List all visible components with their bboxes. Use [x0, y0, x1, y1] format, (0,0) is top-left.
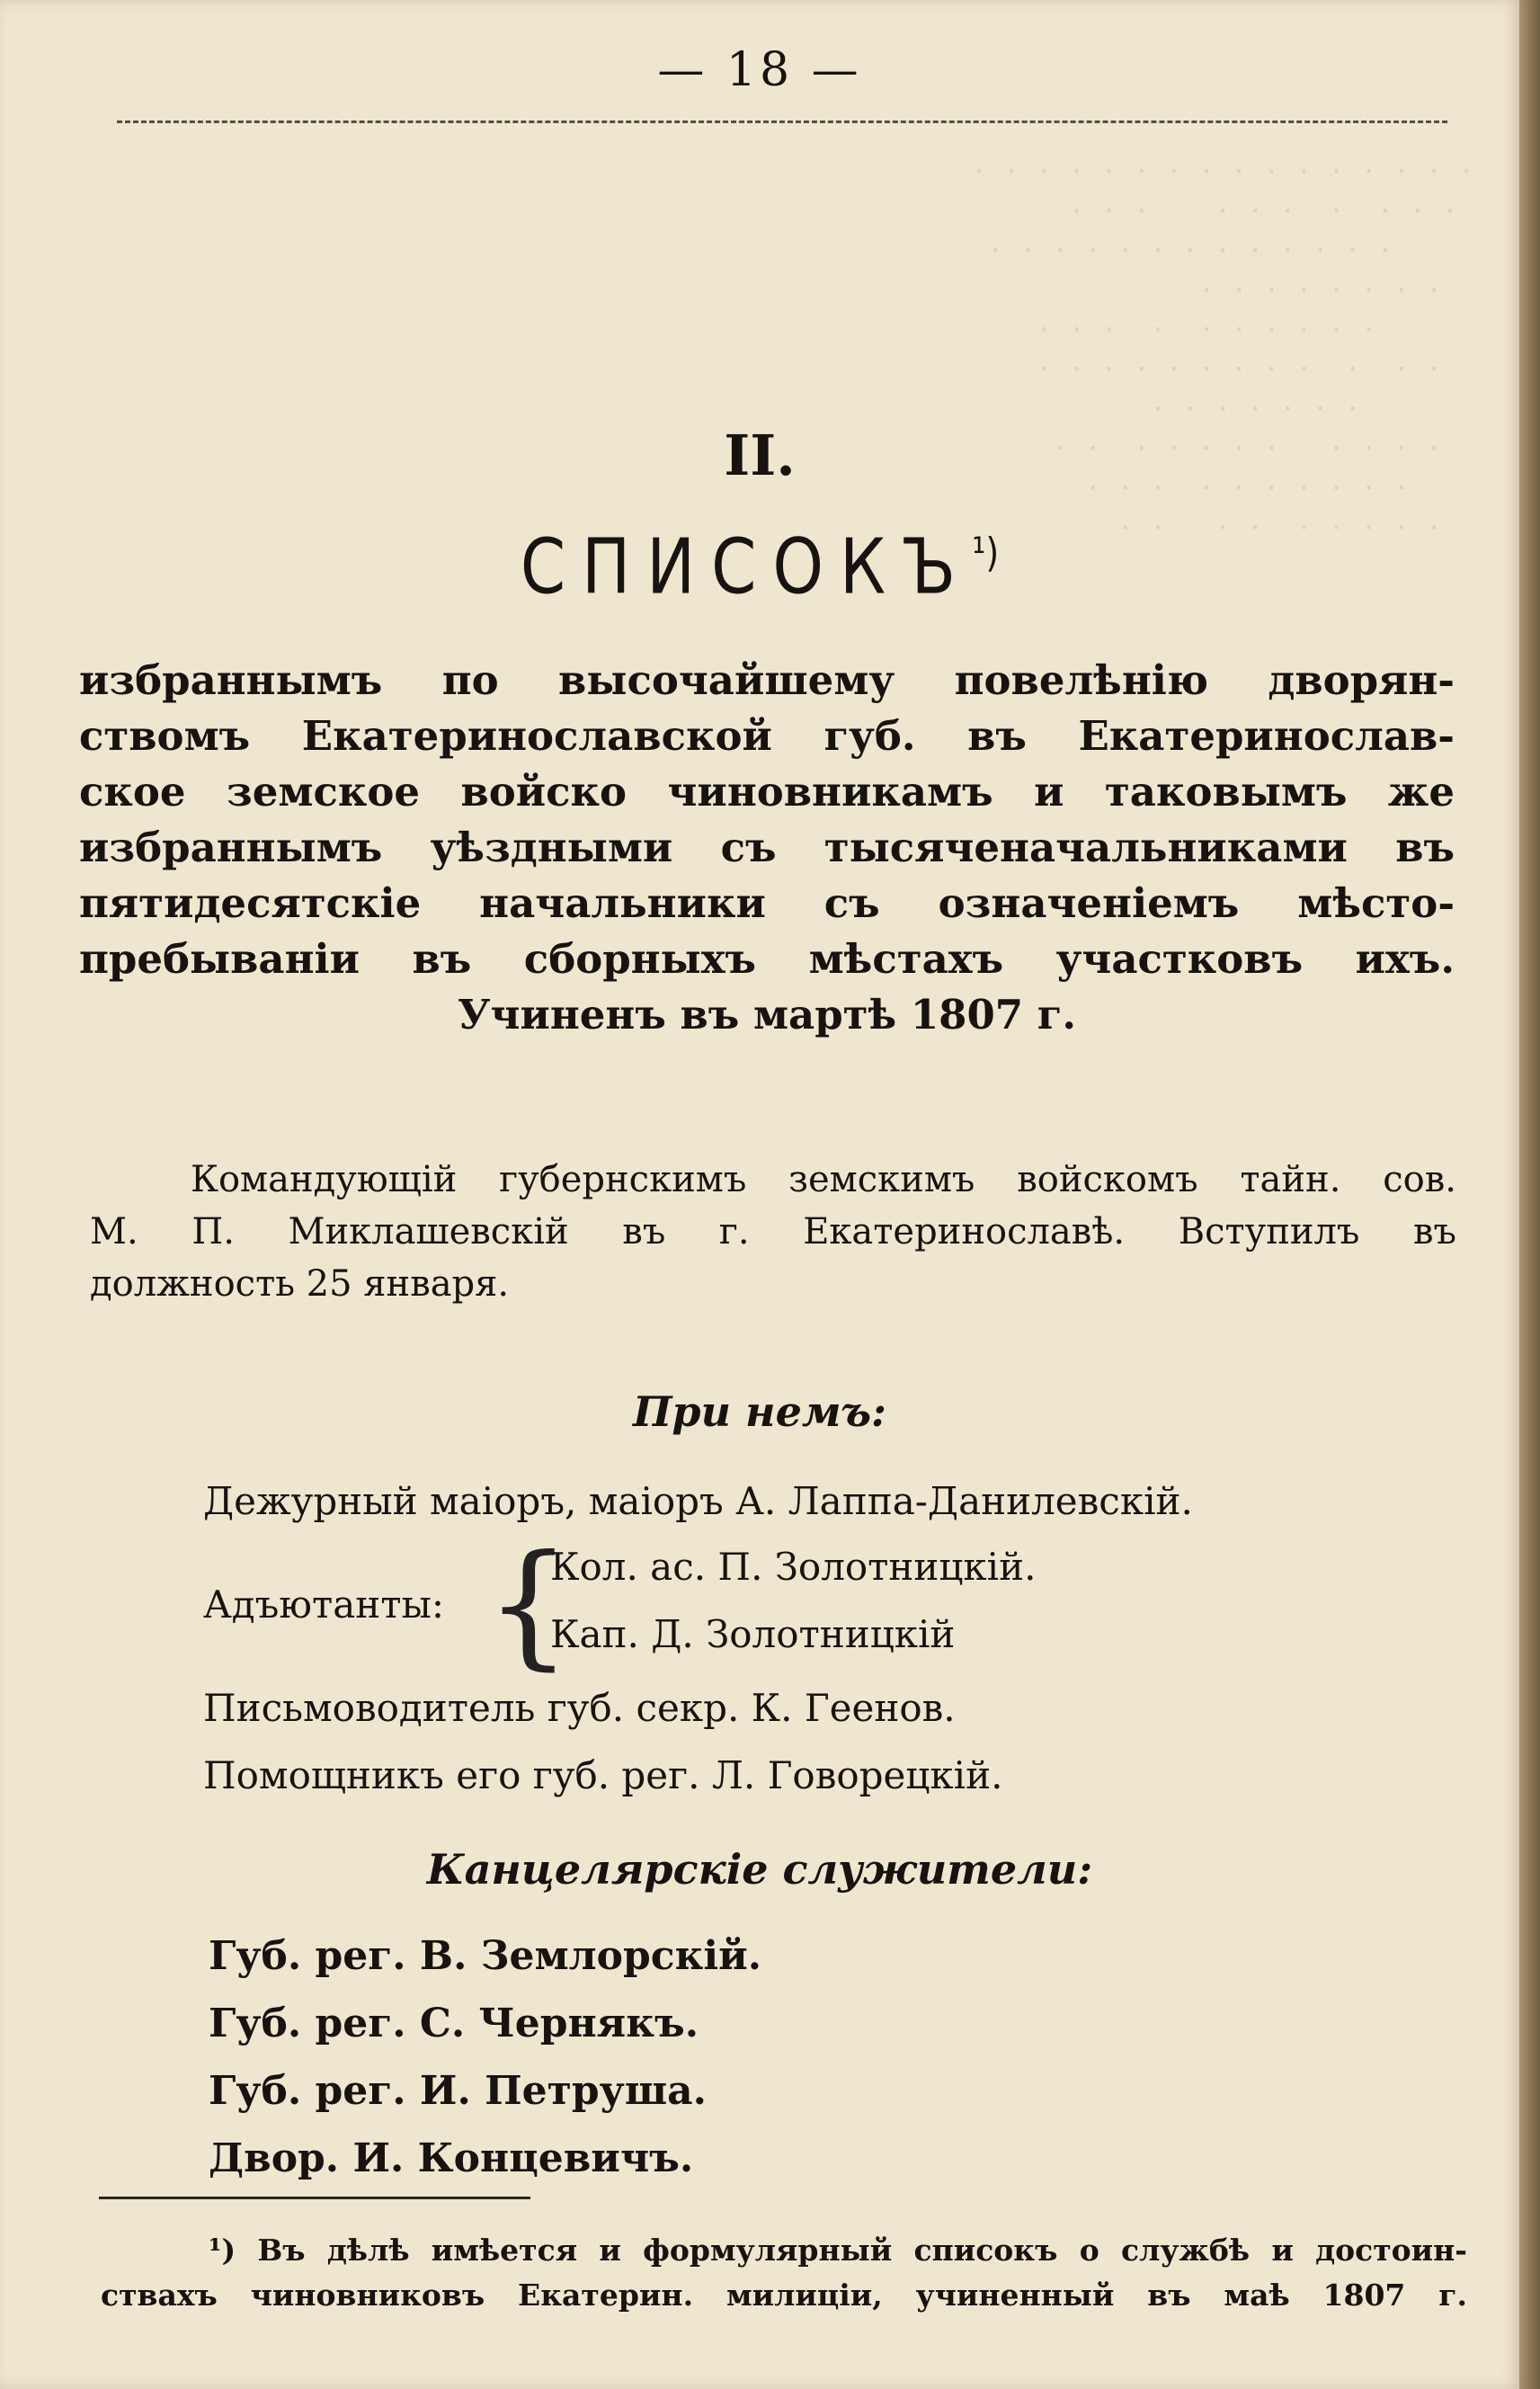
adjutants-label: Адъютанты: [203, 1582, 445, 1627]
description-date-line: Учиненъ въ мартѣ 1807 г. [457, 991, 1077, 1039]
adjutant-entry: Кол. ас. П. Золотницкій. [550, 1545, 1037, 1589]
duty-major-entry: Дежурный маіоръ, маіоръ А. Лаппа-Данилевскій. [203, 1479, 1193, 1523]
commander-line: М. П. Миклашевскій въ г. Екатеринославѣ. Вступилъ въ [90, 1211, 1456, 1252]
clerk-entry: Губ. рег. И. Петруша. [209, 2068, 707, 2114]
list-title [0, 521, 1519, 611]
footnote-rule [99, 2197, 530, 2199]
title-footnote-mark: ¹) [972, 529, 1000, 576]
title-description [79, 653, 1455, 1043]
commander-line: должность 25 января. [90, 1263, 510, 1305]
description-line: избраннымъ уѣздными съ тысяченачальниками въ [79, 824, 1455, 871]
secretary-entry: Письмоводитель губ. секр. К. Геенов. [203, 1686, 956, 1730]
description-line: ствомъ Екатеринославской губ. въ Екатеринослав- [79, 712, 1455, 760]
description-line: пятидесятскіе начальники съ означеніемъ мѣсто- [79, 879, 1455, 927]
curly-brace-icon: { [485, 1527, 572, 1683]
with-him-heading: При немъ: [632, 1387, 887, 1436]
commander-line: Командующій губернскимъ земскимъ войскомъ тайн. сов. [191, 1159, 1456, 1200]
clerk-entry: Губ. рег. В. Землорскій. [209, 1933, 762, 1979]
adjutant-entry: Кап. Д. Золотницкій [550, 1612, 956, 1656]
commander-paragraph [90, 1154, 1456, 1310]
header-rule [117, 120, 1447, 123]
clerk-entry: Губ. рег. С. Чернякъ. [209, 2001, 699, 2046]
footnote [101, 2228, 1467, 2318]
footnote-line: ствахъ чиновниковъ Екатерин. милиціи, учиненный въ маѣ 1807 г. [101, 2278, 1467, 2313]
page-number: — 18 — [657, 43, 862, 97]
description-line: избраннымъ по высочайшему повелѣнію дворян- [79, 656, 1455, 704]
page-edge [1519, 0, 1540, 2389]
clerks-heading: Канцелярскіе служители: [426, 1845, 1093, 1894]
bleed-through: · · · · · · · · · · · · · · · · · · · · · · · · · · · · · · · · · · · · · · · · · · · · · · · · · · · · · · · · · · · · · · · · · · · · · · · · · · · · · · · · · · · · · · · · · · · · · · · · · · · · · · · · · · [971, 156, 1474, 544]
assistant-entry: Помощникъ его губ. рег. Л. Говорецкій. [203, 1753, 1003, 1797]
footnote-line: ¹) Въ дѣлѣ имѣется и формулярный списокъ о службѣ и достоин- [209, 2233, 1467, 2268]
description-line: ское земское войско чиновникамъ и таковымъ же [79, 768, 1455, 816]
description-line: пребываніи въ сборныхъ мѣстахъ участковъ ихъ. [79, 935, 1455, 983]
title-text: СПИСОКЪ [520, 521, 973, 611]
section-numeral: II. [724, 423, 796, 488]
clerk-entry: Двор. И. Концевичъ. [209, 2135, 694, 2181]
